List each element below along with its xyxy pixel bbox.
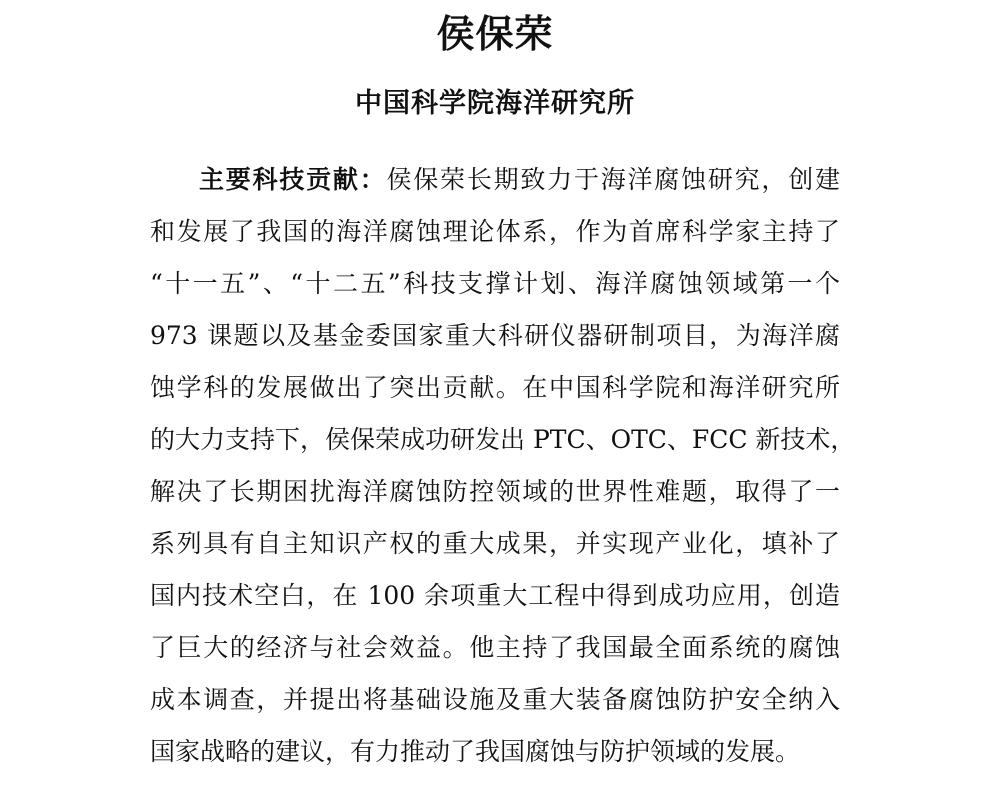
paragraph-line: 的大力支持下，侯保荣成功研发出 PTC、OTC、FCC 新技术， <box>150 425 856 454</box>
person-name-title: 侯保荣 <box>436 11 554 56</box>
paragraph-line: 了巨大的经济与社会效益。他主持了我国最全面系统的腐蚀 <box>150 633 840 662</box>
paragraph-line-1-text: 侯保荣长期致力于海洋腐蚀研究，创建 <box>386 165 840 194</box>
paragraph-line: 国内技术空白，在 100 余项重大工程中得到成功应用，创造 <box>150 581 840 610</box>
paragraph-line: “十一五”、“十二五”科技支撑计划、海洋腐蚀领域第一个 <box>150 269 840 298</box>
paragraph-line: 成本调查，并提出将基础设施及重大装备腐蚀防护安全纳入 <box>150 685 840 714</box>
paragraph-line: 和发展了我国的海洋腐蚀理论体系，作为首席科学家主持了 <box>150 217 840 246</box>
paragraph-line: 国家战略的建议，有力推动了我国腐蚀与防护领域的发展。 <box>150 737 801 766</box>
section-label: 主要科技贡献： <box>199 165 387 194</box>
paragraph-line: 蚀学科的发展做出了突出贡献。在中国科学院和海洋研究所 <box>150 373 840 402</box>
paragraph-line-1 <box>199 154 840 206</box>
paragraph-line: 系列具有自主知识产权的重大成果，并实现产业化，填补了 <box>150 529 840 558</box>
paragraph-line: 973 课题以及基金委国家重大科研仪器研制项目，为海洋腐 <box>150 321 840 350</box>
institution-subtitle: 中国科学院海洋研究所 <box>355 88 635 119</box>
paragraph-line: 解决了长期困扰海洋腐蚀防控领域的世界性难题，取得了一 <box>150 477 840 506</box>
